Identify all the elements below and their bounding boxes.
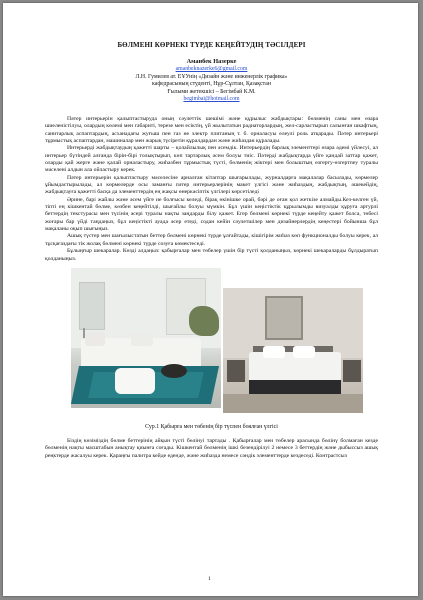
paragraph: Бұлыңғыр шекаралар. Көзді алдаңыз: қабырғалар мен төбелер үшін бір түсті қолданыңыз, көрнекі шекараларды бұлдыратып қолданыңыз.: [45, 248, 378, 262]
author-name: Аманбек Назерке: [186, 58, 237, 65]
figure-1: [45, 268, 378, 418]
advisor-email-link[interactable]: begimbai@hotmail.com: [183, 96, 240, 103]
author-email-line: [45, 66, 378, 74]
figure-caption: Сур.1 Қабырға мен төбенің бір түспен боялған үлгісі: [145, 423, 278, 430]
document-page: [3, 3, 418, 596]
author-email-link[interactable]: amanbeknazerke6@gmail.com: [175, 66, 248, 72]
paragraph: Біздің көзіміздің бөлме беттерінің айқын түсті бөлінуі тартады . Қабырғалар мен төбелер арасында бөлінү болмаған кезде бөлменің нақты масштабын анықтау қиынға соғады. Кішкентай бөлменің ішкі безендірілуі 2 немесе 3 беттердің және дыбыссыз ашық реңктерде жасалуы керек. Қараңғы палитра кейде еденде, және жиһазда немесе сәндік элементтерде кездеседі. Контрастсыз: [45, 437, 378, 459]
page-content: [45, 41, 378, 460]
advisor-line: Ғылыми жетекшісі – Бегімбай К.М.: [167, 88, 256, 95]
body-text: [45, 116, 378, 263]
paragraph: Интерьерді жабдықтаудың қажетті шарты – қолайлылық пен әсемдік. Интерьердің барлық элементтері өзара әдемі үйлесуі, ал интерьер бүтіндей алғанда бірін-бірі толықтырып, көп тартарлық әсем болуы тиіс. Пәтерді жабдықтарда үйге қандай заттар қажет, оларды қай жерге және қалай орналастыру, жиһазбен тұрмыстық түсті, бөлменің жіктері мен болыштың өзгерту-өзгертпеу туралы мәселені алдын ала ойластыру керек.: [45, 145, 378, 174]
paragraph: Пәтер интерьерін қалыптастыру мәселесіне арналған кітаптар шығарылады, журналдарға мақалалар басылады, көрмелер ұйымдастырылады, ал көрмелерде осы заманғы пәтер интерьерлерінің макет үлгісі және жиһаздың, жабдықтың, әшекейдің, жабдықтауға қажетті басқа да элементтердің ең жақсы өнеркәсіптік үлгілері көрсетіледі: [45, 174, 378, 196]
figure-image-living-room: [71, 268, 221, 408]
paper-title: БӨЛМЕНІ КӨРНЕКІ ТҮРДЕ КЕҢЕЙТУДІҢ ТӘСІЛДЕРІ: [117, 41, 306, 49]
affiliation-line-2: кафедрасының студенті, Нұр-Сұлтан, Қазақстан: [152, 81, 271, 88]
affiliation-line-1: Л.Н. Гумилев ат. ЕҰУнің «Дизайн және инженерлік графика»: [135, 73, 288, 80]
body-text-continued: [45, 438, 378, 460]
advisor-email-line: [45, 96, 378, 104]
paragraph: Пәтер интерьерін қалыптастыруда оның сәулеттік шешімі және құрылыс жабдықтары: бөлменің саны мен өзара шиеленістілуы, олардың көлемі мен габариті, терезе мен есіктің, үй жылытатын радиаторлардың, жел-сарластырып салынған шкафтың, санитарлық аспаптардың, асханадағы жуғыш пен газ не электр плитаның т. б. орналасуы елеулі роль атқарады. Пәтер интерьері тұрмыстық аспаптардан, машиналар мен жарық түсіретін құралдардан және жиһаздан құралады.: [45, 115, 378, 144]
page-number: 1: [208, 576, 211, 582]
figure-image-bedroom: [223, 288, 363, 413]
paragraph: Әрине, барі жайлы және әсем үйге ие болғысы келеді, бірақ өкінішке орай, бәрі де оған қол жеткізе алмайды.Кез-келген үй, тіпті ең кішкентай бөлме, көзбен кеңейтілді, шығайлы болуы мүмкін. Бұл үшін кеңістіктік құрылымды визуалды құруға артурлі беттердің текстурасы мен түсінің әсері туралы нақты заңдарды білу қажет. Егер бөлмені көрнекі түрде кеңейту қажет болса, төбесі жоғары бар үйді таңдаңыз, бұл кеңістікті ауада әсер етеді, содан кейін сәулетшілер мен дизайнерлердің кеңестері бойынша бұл мақаланы оқып шығыңыз.: [45, 196, 378, 233]
paragraph: Ашық түстер мен шағылыстатын беттер бөлмені көрнекі түрде ұлғайтады, кішігірім жиһаз көп функционалды болуы керек, ал тұсқағаздағы тік жолақ бөлмені көрнекі түрде созуға көмектеседі.: [45, 233, 378, 247]
